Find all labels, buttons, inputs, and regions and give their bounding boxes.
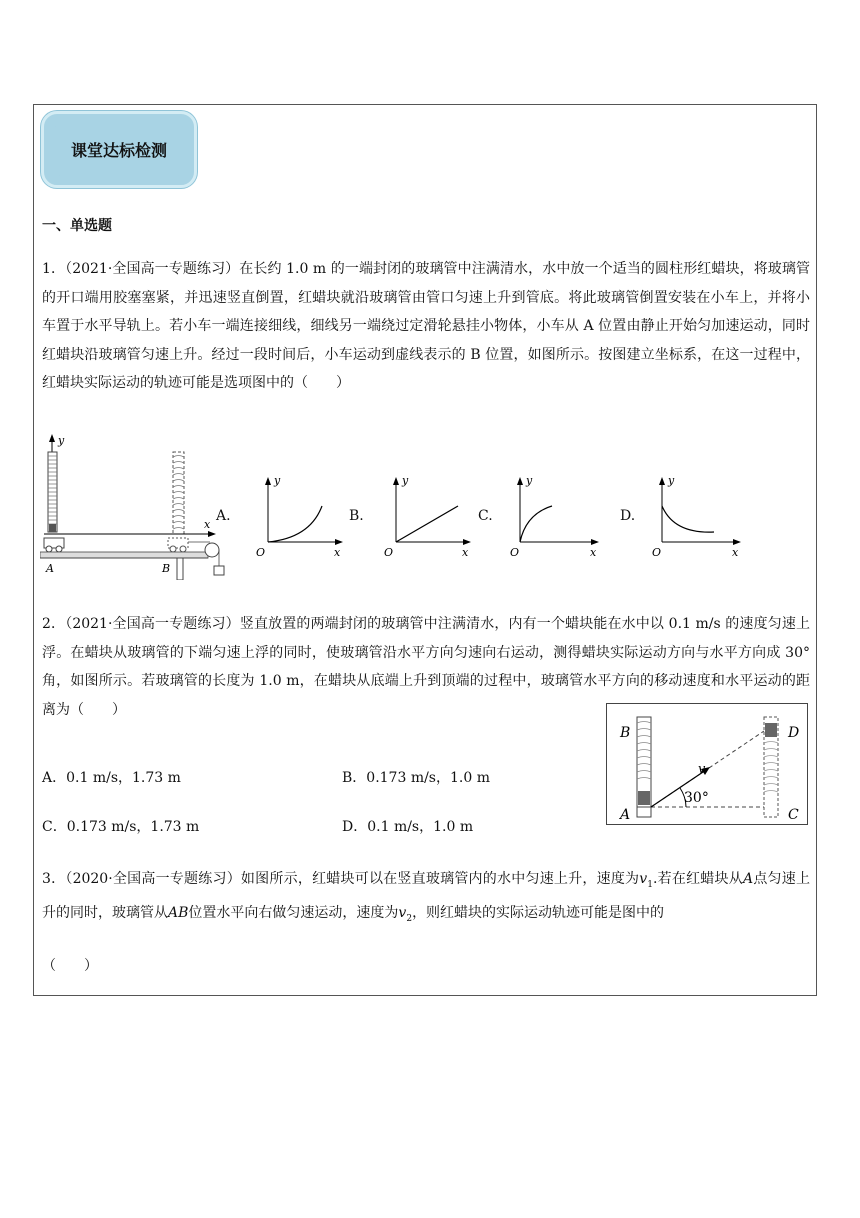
option-b-graph — [378, 470, 478, 558]
option-c-origin: O — [510, 546, 520, 558]
option-d-origin: O — [652, 546, 662, 558]
option-b-origin: O — [384, 546, 394, 558]
apparatus-point-a: A — [46, 562, 54, 575]
q2-option-a: A．0.1 m/s，1.73 m — [42, 770, 181, 786]
option-d-graph — [648, 470, 748, 558]
q3-v1-sub: 1 — [647, 879, 653, 890]
option-a-x: x — [334, 546, 341, 558]
q2-option-b: B．0.173 m/s，1.0 m — [342, 770, 490, 786]
question-1-text: 1．（2021·全国高一专题练习）在长约 1.0 m 的一端封闭的玻璃管中注满清水，水中放一个适当的圆柱形红蜡块，将玻璃管的开口端用胶塞塞紧，并迅速竖直倒置，红蜡块就沿玻璃管由管口匀速上升到管底。将此玻璃管倒置安装在小车上，并将小车置于水平导轨上。若小车一端连接细线，细线另一端绕过定滑轮悬挂小物体，小车从 A 位置由静止开始匀加速运动，同时红蜡块沿玻璃管匀速上升。经过一段时间后，小车运动到虚线表示的 B 位置，如图所示。按图建立坐标系，在这一过程中，红蜡块实际运动的轨迹可能是选项图中的（ ） — [42, 261, 810, 391]
q3-v2: v — [398, 905, 407, 922]
q3-text-b: .若在红蜡块从 — [652, 871, 743, 887]
fig2-label-b: B — [620, 725, 631, 741]
option-d-label: D. — [620, 508, 636, 524]
option-c-graph — [506, 470, 606, 558]
q3-point-a: A — [742, 871, 754, 887]
q2-option-d: D．0.1 m/s，1.0 m — [342, 819, 474, 835]
question-1-apparatus-figure — [40, 432, 230, 580]
section-title: 一、单选题 — [42, 218, 112, 234]
q3-text-d: 位置水平向右做匀速运动，速度为 — [188, 905, 399, 922]
apparatus-point-b: B — [162, 562, 171, 575]
fig2-label-c: C — [788, 807, 799, 823]
option-d-x: x — [732, 546, 739, 558]
fig2-label-v: v — [698, 762, 706, 777]
badge-title: 课堂达标检测 — [53, 122, 185, 177]
q3-text-e: ，则红蜡块的实际运动轨迹可能是图中的 — [412, 905, 665, 922]
option-a-label: A. — [216, 508, 231, 524]
q3-v2-sub: 2 — [406, 914, 413, 925]
option-c-y: y — [526, 474, 533, 487]
option-a-y: y — [274, 474, 281, 487]
option-b-label: B. — [349, 508, 364, 524]
question-3-text — [42, 865, 810, 934]
option-b-x: x — [462, 546, 469, 558]
option-b-y: y — [402, 474, 409, 487]
q3-seg-ab: AB — [168, 905, 189, 922]
option-c-x: x — [590, 546, 597, 558]
fig2-angle: 30° — [684, 790, 709, 806]
apparatus-x-label: x — [204, 518, 211, 531]
option-c-label: C. — [478, 508, 493, 524]
option-a-graph — [250, 470, 350, 558]
q3-text-a: 3．（2020·全国高一专题练习）如图所示，红蜡块可以在竖直玻璃管内的水中匀速上升，速度为 — [42, 871, 640, 887]
question-2-text: 2．（2021·全国高一专题练习）竖直放置的两端封闭的玻璃管中注满清水，内有一个蜡块能在水中以 0.1 m/s 的速度匀速上浮。在蜡块从玻璃管的下端匀速上浮的同时，使玻璃管沿水平方向匀速向右运动，测得蜡块实际运动方向与水平方向成 30°角，如图所示。若玻璃管的长度为 1.0 m，在蜡块从底端上升到顶端的过程中，玻璃管水平方向的移动速度和水平运动的距离为（ ） — [42, 616, 810, 718]
apparatus-y-label: y — [58, 434, 65, 447]
q3-v1: v — [639, 871, 648, 887]
question-2-figure — [606, 703, 808, 825]
option-d-y: y — [668, 474, 675, 487]
fig2-label-d: D — [788, 725, 800, 741]
q3-text-c: 点匀速上升的同时，玻璃管从 — [42, 871, 811, 922]
section-badge — [41, 111, 197, 188]
q3-answer-blank: （ ） — [42, 958, 98, 974]
fig2-label-a: A — [620, 807, 631, 823]
q2-option-c: C．0.173 m/s，1.73 m — [42, 819, 200, 835]
option-a-origin: O — [256, 546, 266, 558]
